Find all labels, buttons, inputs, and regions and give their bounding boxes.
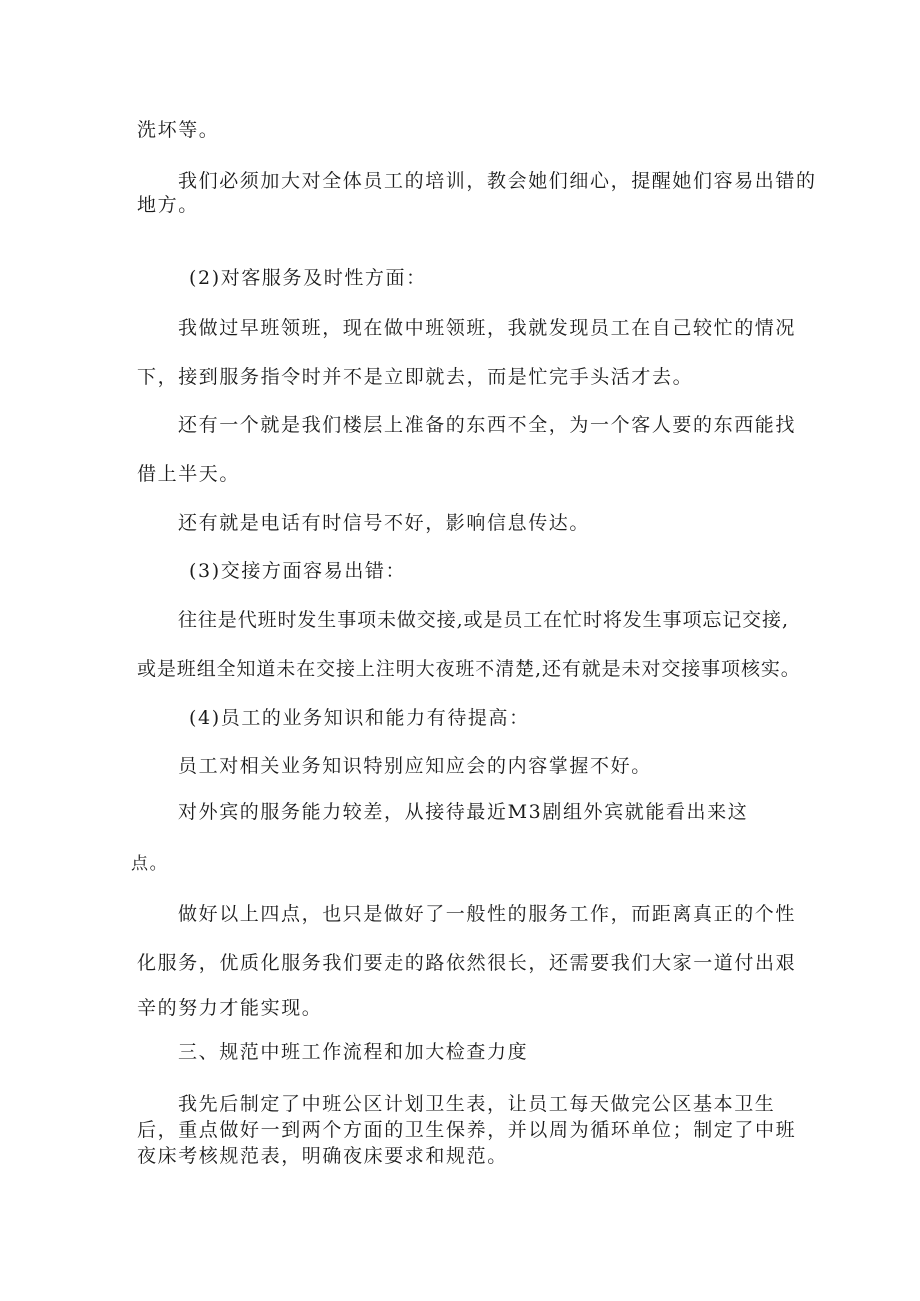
paragraph-line: 往往是代班时发生事项未做交接,或是员工在忙时将发生事项忘记交接, — [178, 609, 789, 631]
paragraph-line: 还有就是电话有时信号不好，影响信息传达。 — [178, 512, 591, 534]
paragraph-line: 辛的努力才能实现。 — [137, 997, 323, 1019]
paragraph-line: 或是班组全知道未在交接上注明大夜班不清楚,还有就是未对交接事项核实。 — [137, 658, 801, 680]
paragraph-line: 借上半天。 — [137, 463, 241, 485]
paragraph-line: 对外宾的服务能力较差，从接待最近M3剧组外宾就能看出来这 — [178, 801, 749, 823]
paragraph-line: 洗坏等。 — [137, 119, 220, 141]
paragraph-line: 我先后制定了中班公区计划卫生表，让员工每天做完公区基本卫生 — [178, 1093, 776, 1115]
paragraph-line: 夜床考核规范表，明确夜床要求和规范。 — [137, 1145, 508, 1167]
paragraph-line: 还有一个就是我们楼层上准备的东西不全，为一个客人要的东西能找 — [178, 414, 797, 436]
paragraph-line: 下，接到服务指令时并不是立即就去，而是忙完手头活才去。 — [137, 366, 694, 388]
section-heading: (2)对客服务及时性方面： — [189, 267, 427, 289]
section-heading: (4)员工的业务知识和能力有待提高： — [189, 707, 530, 729]
paragraph-line: 后，重点做好一到两个方面的卫生保养，并以周为循环单位；制定了中班 — [137, 1119, 797, 1141]
paragraph-line: 员工对相关业务知识特别应知应会的内容掌握不好。 — [178, 755, 652, 777]
paragraph-line: 地方。 — [137, 194, 199, 216]
section-heading: 三、规范中班工作流程和加大检查力度 — [178, 1041, 529, 1063]
paragraph-line: 我做过早班领班，现在做中班领班，我就发现员工在自己较忙的情况 — [178, 317, 797, 339]
paragraph-line: 化服务，优质化服务我们要走的路依然很长，还需要我们大家一道付出艰 — [137, 952, 797, 974]
paragraph-line: 我们必须加大对全体员工的培训，教会她们细心，提醒她们容易出错的 — [178, 170, 817, 192]
section-heading: (3)交接方面容易出错： — [189, 560, 407, 582]
paragraph-line: 点。 — [131, 854, 169, 874]
paragraph-line: 做好以上四点，也只是做好了一般性的服务工作，而距离真正的个性 — [178, 903, 797, 925]
